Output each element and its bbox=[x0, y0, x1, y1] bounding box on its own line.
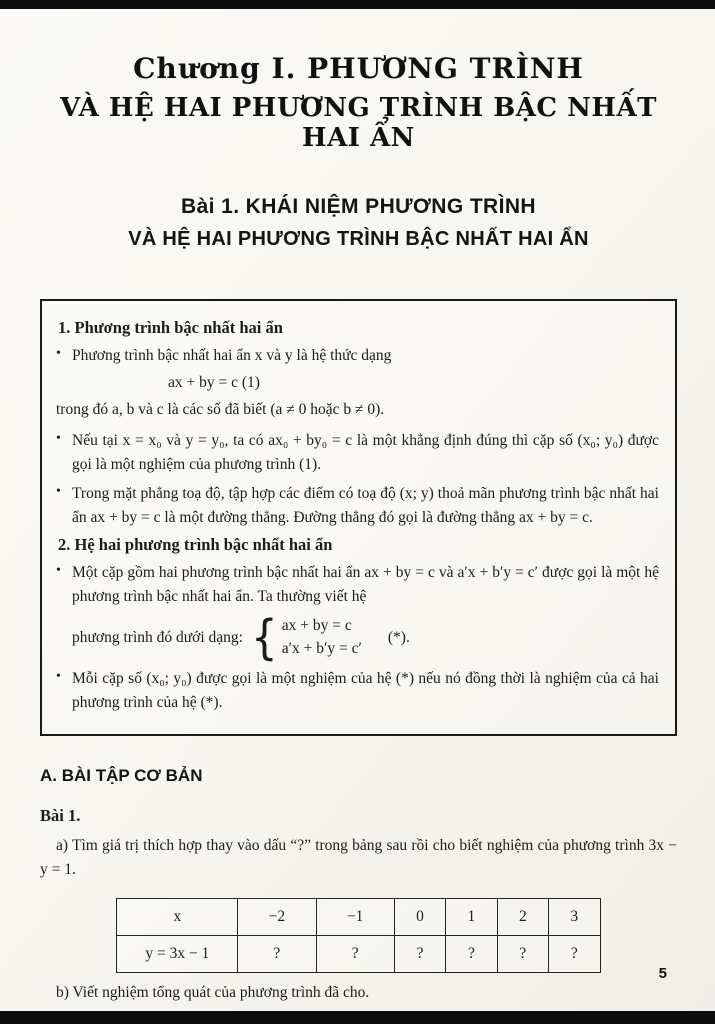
equation-1: ax + by = c (1) bbox=[168, 374, 260, 392]
table-cell-y4: ? bbox=[497, 936, 548, 973]
bullet-system-part2: phương trình đó dưới dạng: bbox=[72, 628, 243, 646]
curly-brace-icon: { bbox=[250, 609, 278, 665]
table-header-y: y = 3x − 1 bbox=[117, 936, 238, 973]
bullet-text bbox=[56, 344, 659, 424]
theory-box bbox=[40, 299, 677, 736]
table-header-x: x bbox=[117, 899, 238, 936]
exercise-1-part-a: a) Tìm giá trị thích hợp thay vào dấu “?” trong bảng sau rồi cho biết nghiệm của phương trình 3x − y = 1. bbox=[40, 837, 677, 879]
table-cell-y2: ? bbox=[394, 936, 445, 973]
exercise-1-label: Bài 1. bbox=[40, 806, 81, 826]
page-content bbox=[40, 36, 677, 1005]
table-row-x bbox=[117, 899, 600, 936]
bullet-icon: • bbox=[56, 346, 61, 361]
table-cell-y0: ? bbox=[238, 936, 316, 973]
bullet1-continuation: trong đó a, b và c là các số đã biết (a ≠ 0 hoặc b ≠ 0). bbox=[56, 401, 385, 419]
bullet-system-part1: Một cặp gồm hai phương trình bậc nhất hai ẩn ax + by = c và a′x + b′y = c′ được gọi là một hệ phương trình bậc nhất hai ẩn. Ta thường viết hệ bbox=[72, 564, 659, 606]
table-cell-y3: ? bbox=[446, 936, 497, 973]
lesson-title bbox=[40, 195, 677, 251]
scan-edge-bottom bbox=[0, 1011, 715, 1024]
table-cell-x1: −1 bbox=[316, 899, 394, 936]
table-cell-x3: 1 bbox=[446, 899, 497, 936]
bullet-icon: • bbox=[56, 669, 61, 685]
equation-system bbox=[282, 615, 362, 660]
table-cell-x4: 2 bbox=[497, 899, 548, 936]
bullet-icon: • bbox=[56, 563, 61, 579]
table-cell-y1: ? bbox=[316, 936, 394, 973]
section-a-title: A. BÀI TẬP CƠ BẢN bbox=[40, 766, 203, 786]
theory-bullet bbox=[56, 561, 659, 665]
bullet-text: Nếu tại x = x₀ và y = y₀, ta có ax₀ + by₀ = c là một khẳng định đúng thì cặp số (x₀; y₀) được gọi là một nghiệm của phương trình (1). bbox=[72, 432, 659, 474]
bullet-text bbox=[72, 561, 659, 665]
bullet-text: Mỗi cặp số (x₀; y₀) được gọi là một nghiệm của hệ (*) nếu nó đồng thời là nghiệm của cả hai phương trình của hệ (*). bbox=[72, 670, 659, 712]
bullet1-intro: Phương trình bậc nhất hai ẩn x và y là hệ thức dạng bbox=[72, 347, 392, 364]
theory-bullet bbox=[56, 344, 659, 424]
lesson-title-line1: Bài 1. KHÁI NIỆM PHƯƠNG TRÌNH bbox=[181, 195, 536, 218]
chapter-title-line2: VÀ HỆ HAI PHƯƠNG TRÌNH BẬC NHẤT HAI ẨN bbox=[60, 93, 657, 153]
equation-system-row bbox=[72, 609, 659, 665]
table-cell-x0: −2 bbox=[238, 899, 316, 936]
exercise-1-part-b: b) Viết nghiệm tổng quát của phương trình đã cho. bbox=[56, 984, 370, 1002]
system-label: (*). bbox=[387, 628, 410, 646]
table-cell-x5: 3 bbox=[549, 899, 600, 936]
bullet-icon: • bbox=[56, 431, 61, 447]
bullet-icon: • bbox=[56, 484, 61, 500]
theory-bullet bbox=[56, 429, 659, 477]
table-cell-x2: 0 bbox=[394, 899, 445, 936]
theory-section2-heading: 2. Hệ hai phương trình bậc nhất hai ẩn bbox=[58, 535, 333, 555]
exercise-table bbox=[116, 898, 600, 973]
theory-bullet bbox=[56, 482, 659, 530]
chapter-title bbox=[40, 52, 677, 153]
chapter-title-line1: Chương I. PHƯƠNG TRÌNH bbox=[133, 52, 584, 85]
system-equation-1: ax + by = c bbox=[281, 617, 352, 635]
lesson-title-line2: VÀ HỆ HAI PHƯƠNG TRÌNH BẬC NHẤT HAI ẨN bbox=[128, 228, 589, 250]
theory-bullet bbox=[56, 667, 659, 715]
scan-edge-top bbox=[0, 0, 715, 9]
table-row-y bbox=[117, 936, 600, 973]
page-number: 5 bbox=[658, 965, 667, 982]
bullet-text: Trong mặt phẳng toạ độ, tập hợp các điểm có toạ độ (x; y) thoả mãn phương trình bậc nhất hai ẩn ax + by = c là một đường thẳng. Đường thẳng đó gọi là đường thẳng ax + by = c. bbox=[72, 485, 659, 527]
system-equation-2: a′x + b′y = c′ bbox=[281, 639, 362, 657]
table-cell-y5: ? bbox=[549, 936, 600, 973]
theory-section1-heading: 1. Phương trình bậc nhất hai ẩn bbox=[58, 318, 283, 337]
